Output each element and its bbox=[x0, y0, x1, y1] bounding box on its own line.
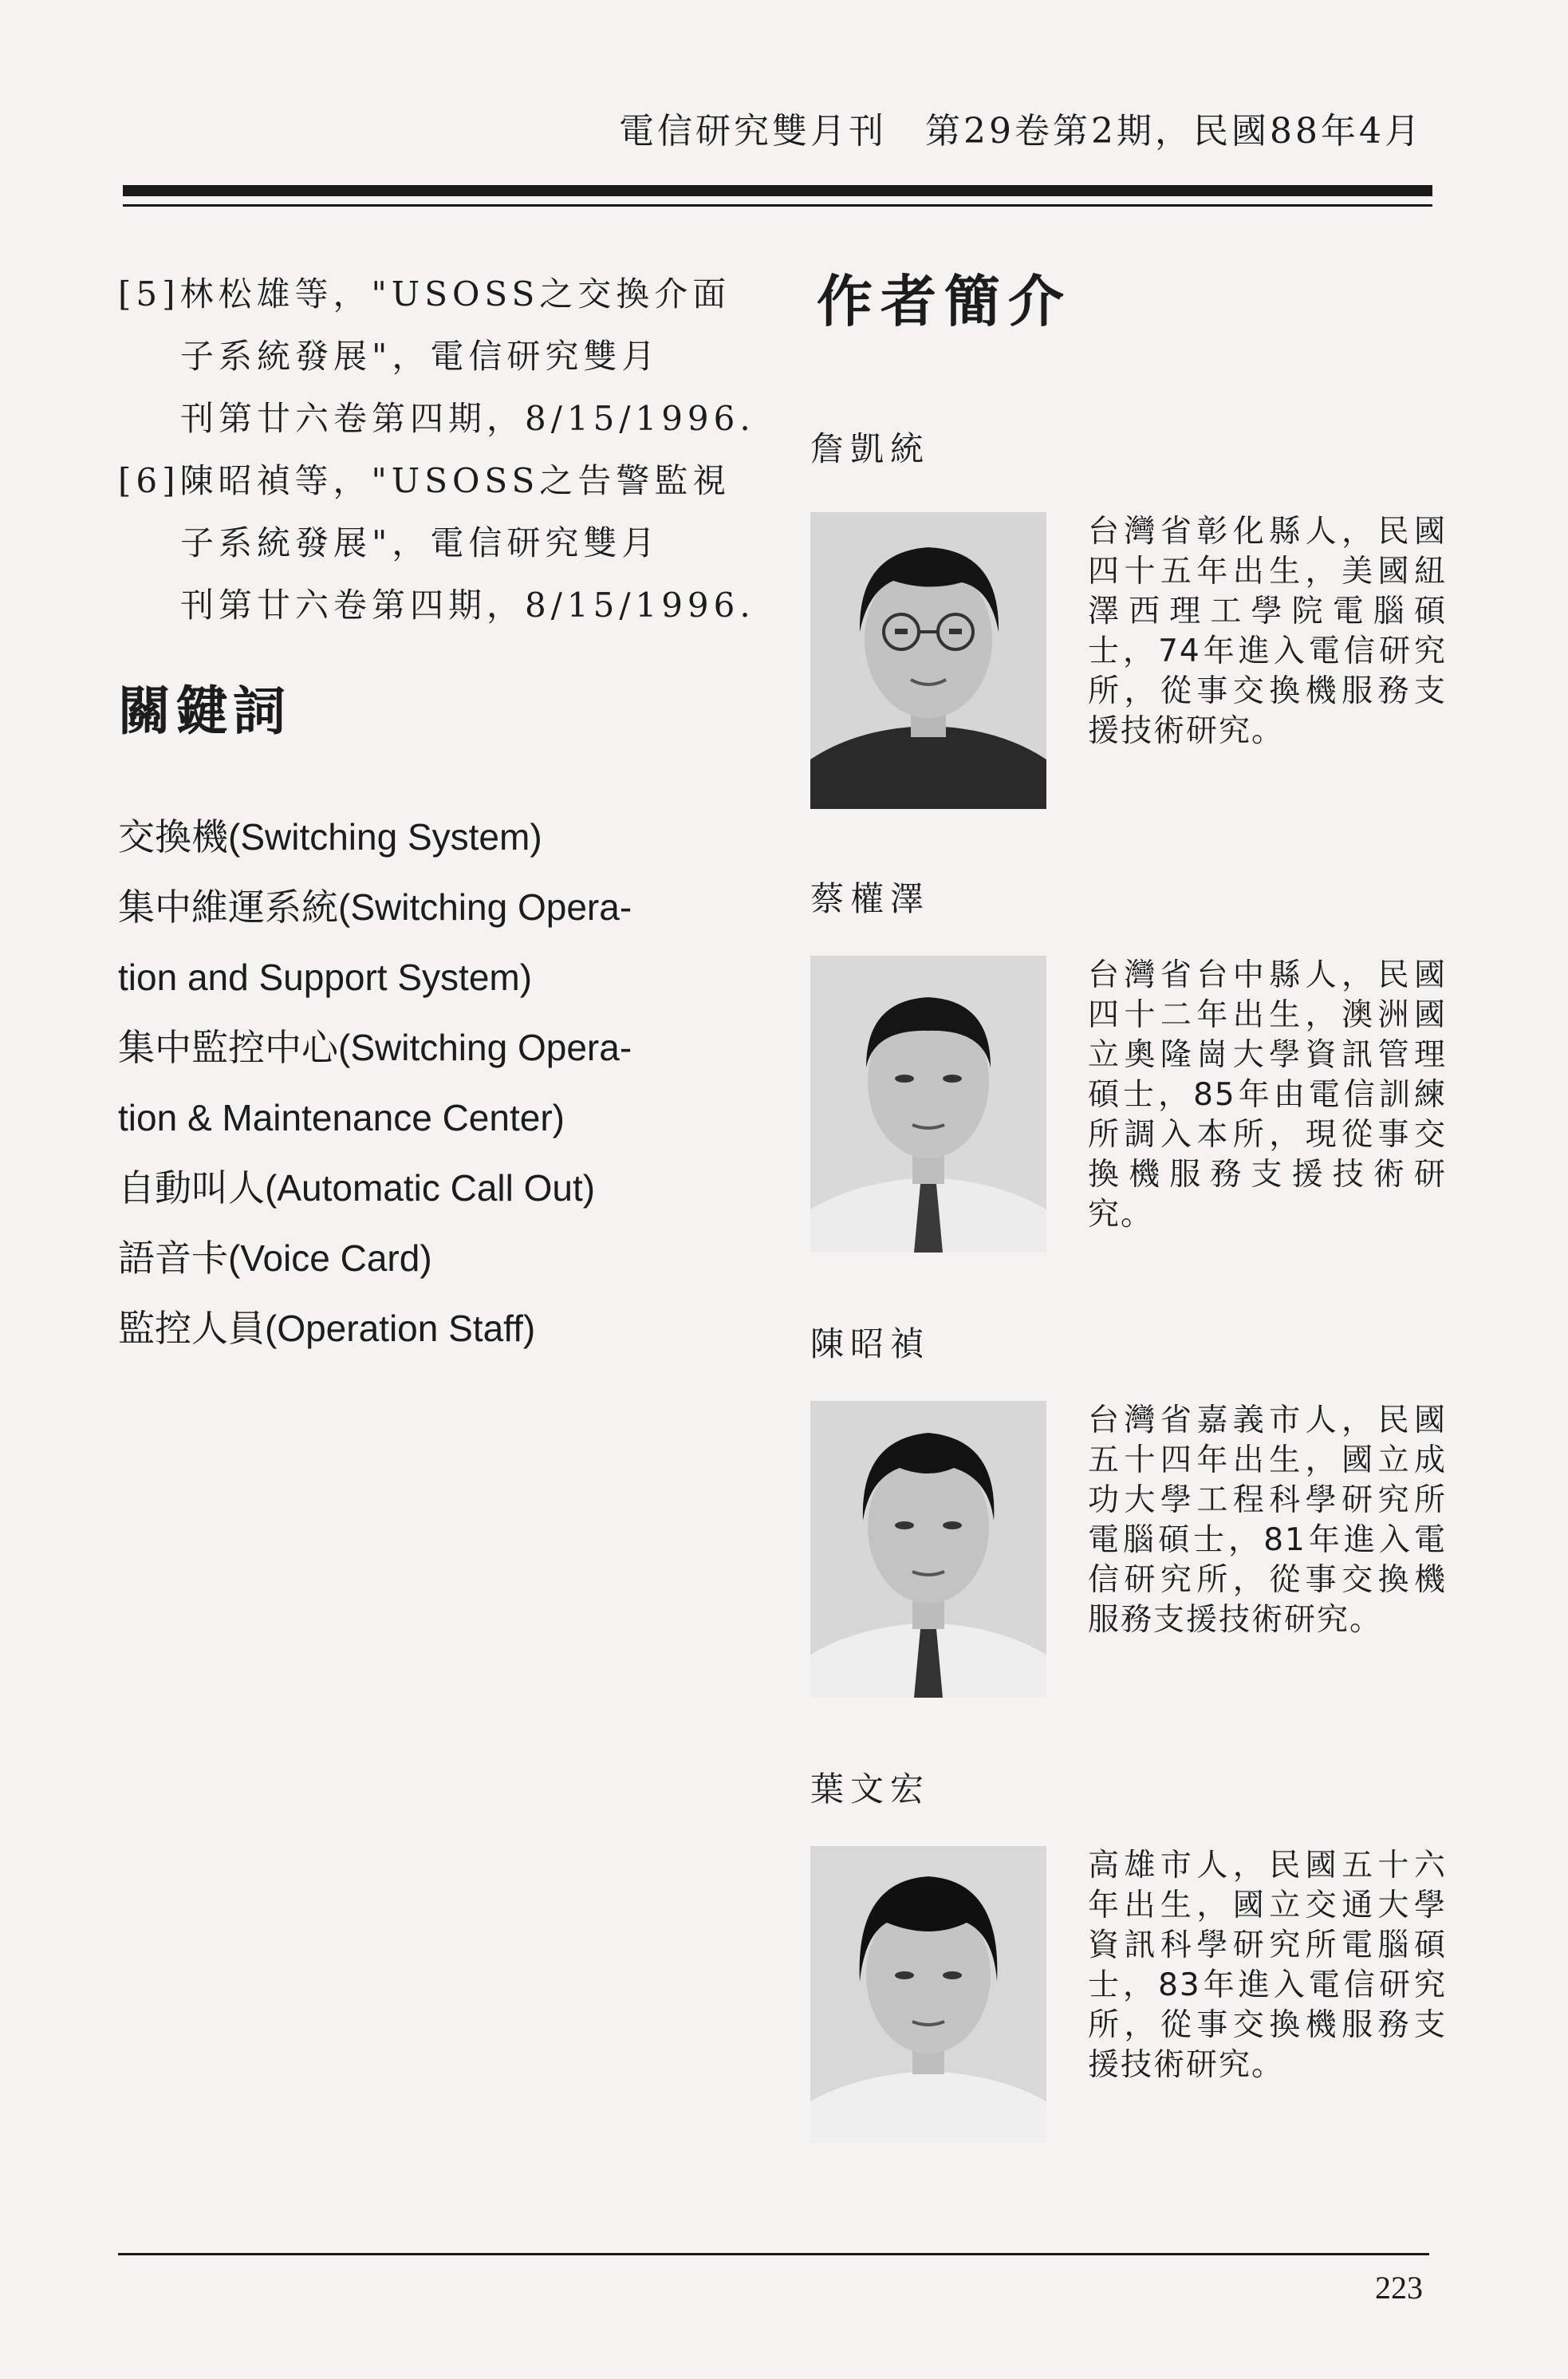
keywords-list bbox=[118, 802, 772, 1363]
keyword-item: tion & Maintenance Center) bbox=[118, 1097, 565, 1138]
reference-line: 子系統發展"，電信研究雙月 bbox=[180, 523, 660, 562]
header-rule bbox=[123, 185, 1432, 196]
portrait-image bbox=[810, 1846, 1046, 2143]
left-column bbox=[118, 263, 772, 1363]
right-column bbox=[810, 257, 1448, 2083]
footer-rule bbox=[118, 2253, 1429, 2255]
keyword-item: 集中監控中心(Switching Opera- bbox=[118, 1027, 632, 1068]
keyword-item: 監控人員(Operation Staff) bbox=[118, 1308, 536, 1349]
author-photo bbox=[810, 1401, 1046, 1698]
keyword-item: 語音卡(Voice Card) bbox=[118, 1237, 432, 1279]
reference-line: [5]林松雄等，"USOSS之交換介面 bbox=[118, 274, 731, 314]
reference-6 bbox=[118, 450, 772, 637]
reference-line: 刊第廿六卷第四期，8/15/1996. bbox=[180, 399, 755, 438]
keyword-item: 自動叫人(Automatic Call Out) bbox=[118, 1167, 596, 1209]
author-photo bbox=[810, 956, 1046, 1253]
portrait-image bbox=[810, 1401, 1046, 1698]
keywords-heading: 關鍵詞 bbox=[118, 681, 290, 742]
author-photo bbox=[810, 1846, 1046, 2143]
keyword-item: 交換機(Switching System) bbox=[118, 816, 542, 858]
author-photo bbox=[810, 512, 1046, 809]
reference-line: 刊第廿六卷第四期，8/15/1996. bbox=[180, 586, 755, 625]
keyword-item: 集中維運系統(Switching Opera- bbox=[118, 886, 632, 928]
authors-heading: 作者簡介 bbox=[817, 269, 1072, 334]
reference-line: 子系統發展"，電信研究雙月 bbox=[180, 337, 660, 376]
author-bio: 台灣省彰化縣人，民國四十五年出生，美國紐澤西理工學院電腦碩士，74年進入電信研究所，從事交換機服務支援技術研究。 bbox=[1088, 514, 1447, 749]
author-bio: 台灣省嘉義市人，民國五十四年出生，國立成功大學工程科學研究所電腦碩士，81年進入電信研究所，從事交換機服務支援技術研究。 bbox=[1088, 1403, 1447, 1638]
reference-5 bbox=[118, 263, 772, 450]
page-number: 223 bbox=[1375, 2270, 1423, 2306]
author-bio: 台灣省台中縣人，民國四十二年出生，澳洲國立奧隆崗大學資訊管理碩士，85年由電信訓練所調入本所，現從事交換機服務支援技術研究。 bbox=[1088, 957, 1447, 1233]
author-bio: 高雄市人，民國五十六年出生，國立交通大學資訊科學研究所電腦碩士，83年進入電信研究所，從事交換機服務支援技術研究。 bbox=[1088, 1848, 1447, 2083]
author-name: 蔡權澤 bbox=[810, 879, 931, 918]
author-name: 陳昭禎 bbox=[810, 1324, 931, 1363]
portrait-image bbox=[810, 956, 1046, 1253]
portrait-image bbox=[810, 512, 1046, 809]
header-rule-thin bbox=[123, 204, 1432, 207]
author-name: 葉文宏 bbox=[810, 1769, 931, 1809]
keyword-item: tion and Support System) bbox=[118, 957, 533, 998]
author-name: 詹凱統 bbox=[810, 429, 931, 468]
reference-line: [6]陳昭禎等，"USOSS之告警監視 bbox=[118, 461, 731, 500]
running-header: 電信研究雙月刊 第29卷第2期，民國88年4月 bbox=[619, 111, 1423, 152]
